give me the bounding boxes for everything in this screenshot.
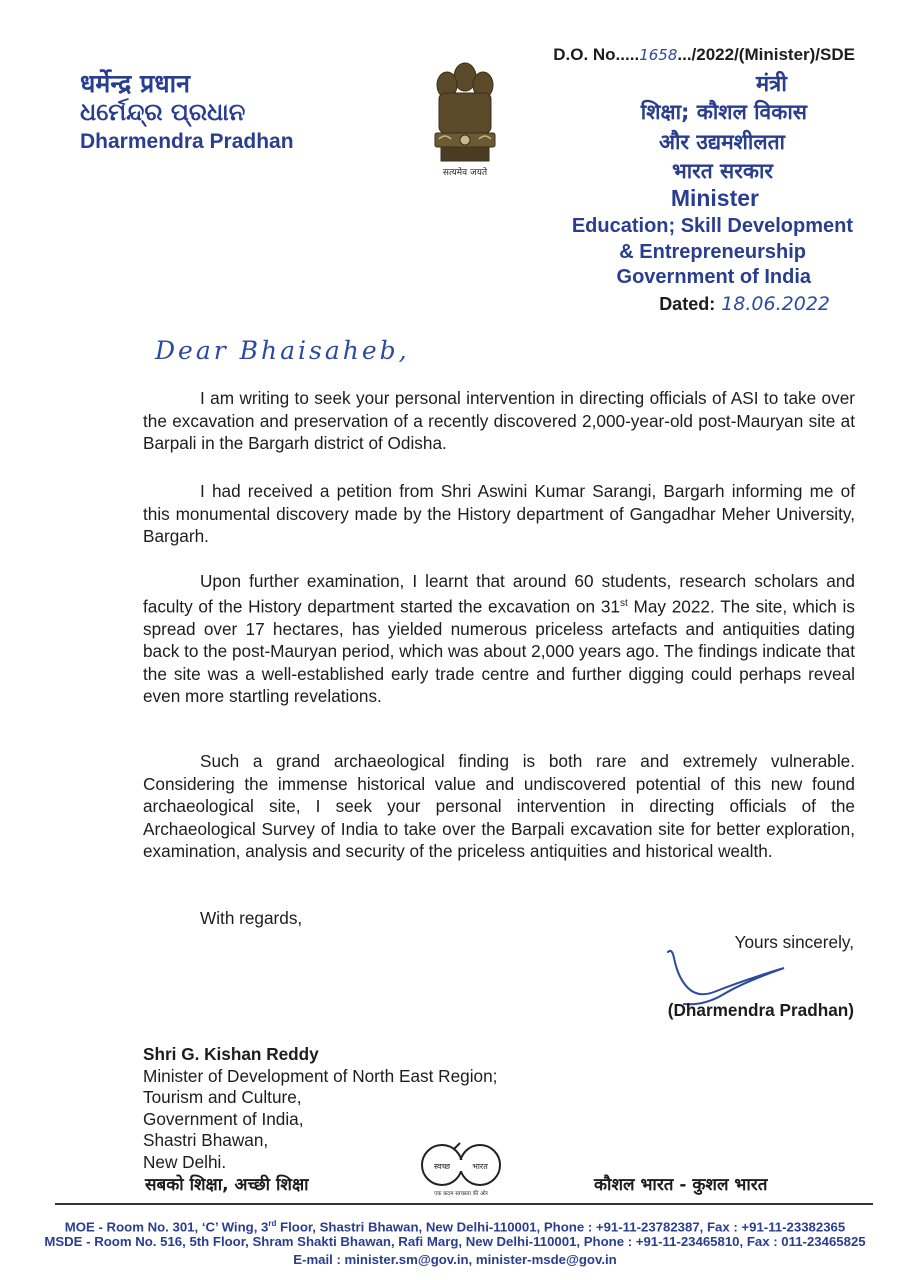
- footer-moe-address: MOE - Room No. 301, ‘C’ Wing, 3rd Floor, Shastri Bhawan, New Delhi-110001, Phone : +91-11-23782387, Fax : +91-11-23382365: [64, 1219, 846, 1235]
- designation-hindi-line1: शिक्षा; कौशल विकास: [640, 100, 807, 124]
- addressee-name: Shri G. Kishan Reddy: [143, 1044, 319, 1064]
- national-emblem-icon: [425, 55, 505, 180]
- date-value: 18.06.2022: [721, 293, 830, 315]
- footer-divider: [55, 1203, 873, 1205]
- slogan-left: सबको शिक्षा, अच्छी शिक्षा: [145, 1175, 309, 1195]
- reference-number: [553, 45, 855, 65]
- reference-handwritten-number: 1658: [639, 46, 678, 64]
- addressee-line2: Tourism and Culture,: [143, 1087, 302, 1107]
- swachh-right-word: भारत: [472, 1162, 488, 1171]
- designation-hindi-title: मंत्री: [756, 72, 787, 97]
- reference-prefix: D.O. No.: [553, 45, 621, 64]
- designation-line1: Education; Skill Development: [571, 215, 853, 237]
- sender-name-english: Dharmendra Pradhan: [80, 130, 294, 153]
- reference-suffix: /2022/(Minister)/SDE: [691, 45, 855, 64]
- designation-line2: & Entrepreneurship: [619, 241, 806, 263]
- addressee-line4: Shastri Bhawan,: [143, 1130, 269, 1150]
- addressee-line5: New Delhi.: [143, 1151, 227, 1172]
- date-label: Dated:: [659, 294, 716, 314]
- closing-yours-sincerely: Yours sincerely,: [734, 932, 854, 952]
- footer-msde-address: MSDE - Room No. 516, 5th Floor, Shram Shakti Bhawan, Rafi Marg, New Delhi-110001, Phone : +91-11-23465810, Fax : 011-23465825: [44, 1234, 866, 1249]
- signature-icon: [660, 948, 800, 1008]
- addressee-line3: Government of India,: [143, 1108, 304, 1129]
- emblem-motto: सत्यमेव जयते: [442, 168, 488, 178]
- footer-email: E-mail : minister.sm@gov.in, minister-msde@gov.in: [293, 1252, 617, 1267]
- swachh-bharat-logo-icon: [412, 1137, 510, 1199]
- body-paragraph-1: I am writing to seek your personal intervention in directing officials of ASI to take over the excavation and preservation of a recently discovered 2,000-year-old post-Mauryan site at Barpali in the Bargarh district of Odisha.: [143, 388, 855, 453]
- body-paragraph-3: Upon further examination, I learnt that around 60 students, research scholars and faculty of the History department started the excavation on 31st May 2022. The site, which is spread over 17 hectares, has yielded numerous priceless artefacts and antiquities dating back to the post-Mauryan period, which was about 2,000 years ago. The findings indicate that the site was a well-established early trade centre and further digging could perhaps reveal even more startling revelations.: [143, 571, 855, 707]
- date-line: [659, 293, 830, 315]
- body-paragraph-4: Such a grand archaeological finding is both rare and extremely vulnerable. Considering the immense historical value and undiscovered potential of this new found archaeological site, I seek your personal intervention in directing officials of the Archaeological Survey of India to take over the Barpali excavation site for better exploration, examination, analysis and security of the priceless antiquities and historical wealth.: [143, 751, 855, 861]
- designation-line3: Government of India: [616, 266, 811, 288]
- slogan-right: कौशल भारत - कुशल भारत: [594, 1175, 768, 1195]
- body-paragraph-2: I had received a petition from Shri Aswini Kumar Sarangi, Bargarh informing me of this monumental discovery made by the History department of Gangadhar Meher University, Bargarh.: [143, 481, 855, 546]
- salutation-handwritten: Dear Bhaisaheb,: [155, 336, 410, 365]
- swachh-left-word: स्वच्छ: [433, 1162, 451, 1171]
- addressee-line1: Minister of Development of North East Region;: [143, 1065, 498, 1086]
- closing-regards: With regards,: [200, 908, 303, 928]
- designation-title: Minister: [670, 185, 759, 211]
- designation-hindi-line3: भारत सरकार: [671, 159, 773, 183]
- swachh-tagline: एक कदम स्वच्छता की ओर: [434, 1191, 488, 1197]
- reference-dots-before: ....: [620, 45, 640, 64]
- designation-hindi-line2: और उद्यमशीलता: [658, 130, 785, 154]
- reference-dots-after: ...: [677, 45, 692, 64]
- signatory-name: (Dharmendra Pradhan): [667, 1000, 854, 1020]
- sender-name-hindi: धर्मेन्द्र प्रधान: [80, 69, 190, 98]
- sender-name-odia: ଧର୍ମେନ୍ଦ୍ର ପ୍ରଧାନ: [80, 98, 246, 126]
